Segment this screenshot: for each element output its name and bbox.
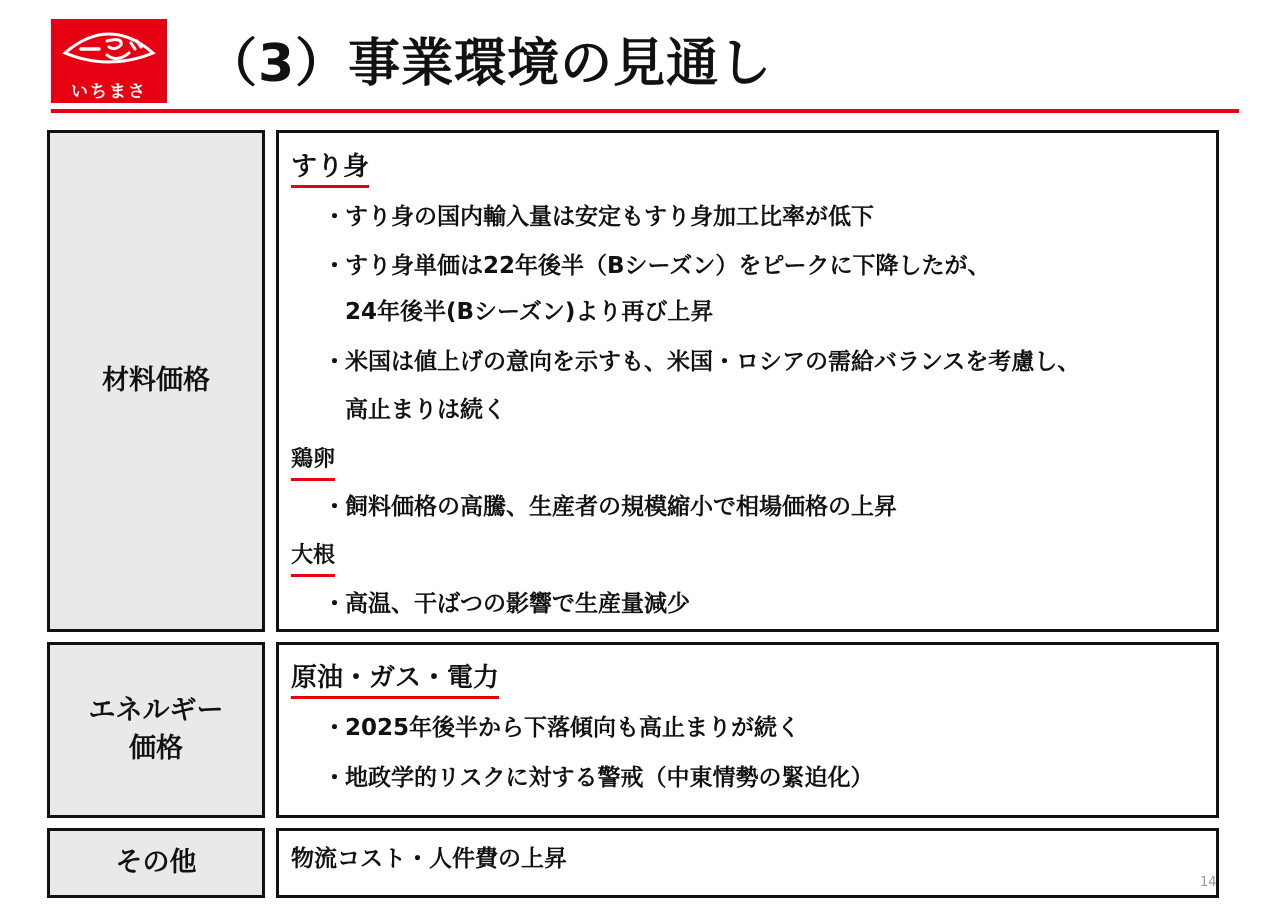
other-text: 物流コスト・人件費の上昇 — [291, 846, 567, 872]
bullet-item: ・高温、干ばつの影響で生産量減少 — [323, 591, 690, 617]
row-content-energy — [276, 642, 1219, 818]
section-heading-egg: 鶏卵 — [291, 443, 335, 481]
row-label-text: その他 — [115, 847, 197, 878]
row-label-text: 価格 — [129, 733, 183, 764]
bullet-item: ・2025年後半から下落傾向も高止まりが続く — [323, 715, 801, 741]
section-heading-surimi: すり身 — [291, 150, 369, 188]
section-heading-radish: 大根 — [291, 539, 335, 577]
logo-mark-icon — [51, 19, 167, 81]
page-number: 14 — [1200, 875, 1217, 890]
row-label-text: 材料価格 — [102, 365, 210, 396]
title-underline — [51, 109, 1239, 113]
bullet-item: ・すり身単価は22年後半（Bシーズン）をピークに下降したが、 — [323, 253, 991, 279]
row-content-other — [276, 828, 1219, 898]
page-title: （3）事業環境の見通し — [205, 34, 773, 94]
bullet-item: ・すり身の国内輸入量は安定もすり身加工比率が低下 — [323, 204, 874, 230]
row-label-other — [47, 828, 265, 898]
row-label-text: エネルギー — [88, 695, 224, 726]
row-content-materials — [276, 130, 1219, 632]
section-heading-energy: 原油・ガス・電力 — [291, 661, 499, 699]
bullet-item: ・飼料価格の高騰、生産者の規模縮小で相場価格の上昇 — [323, 494, 897, 520]
bullet-item: ・地政学的リスクに対する警戒（中東情勢の緊迫化） — [323, 765, 874, 791]
row-label-materials — [47, 130, 265, 632]
logo-text: いちまさ — [71, 82, 147, 102]
row-label-energy — [47, 642, 265, 818]
bullet-continuation: 24年後半(Bシーズン)より再び上昇 — [345, 299, 714, 325]
company-logo — [51, 19, 167, 103]
bullet-item: ・米国は値上げの意向を示すも、米国・ロシアの需給バランスを考慮し、 — [323, 349, 1081, 375]
bullet-continuation: 高止まりは続く — [345, 397, 506, 423]
